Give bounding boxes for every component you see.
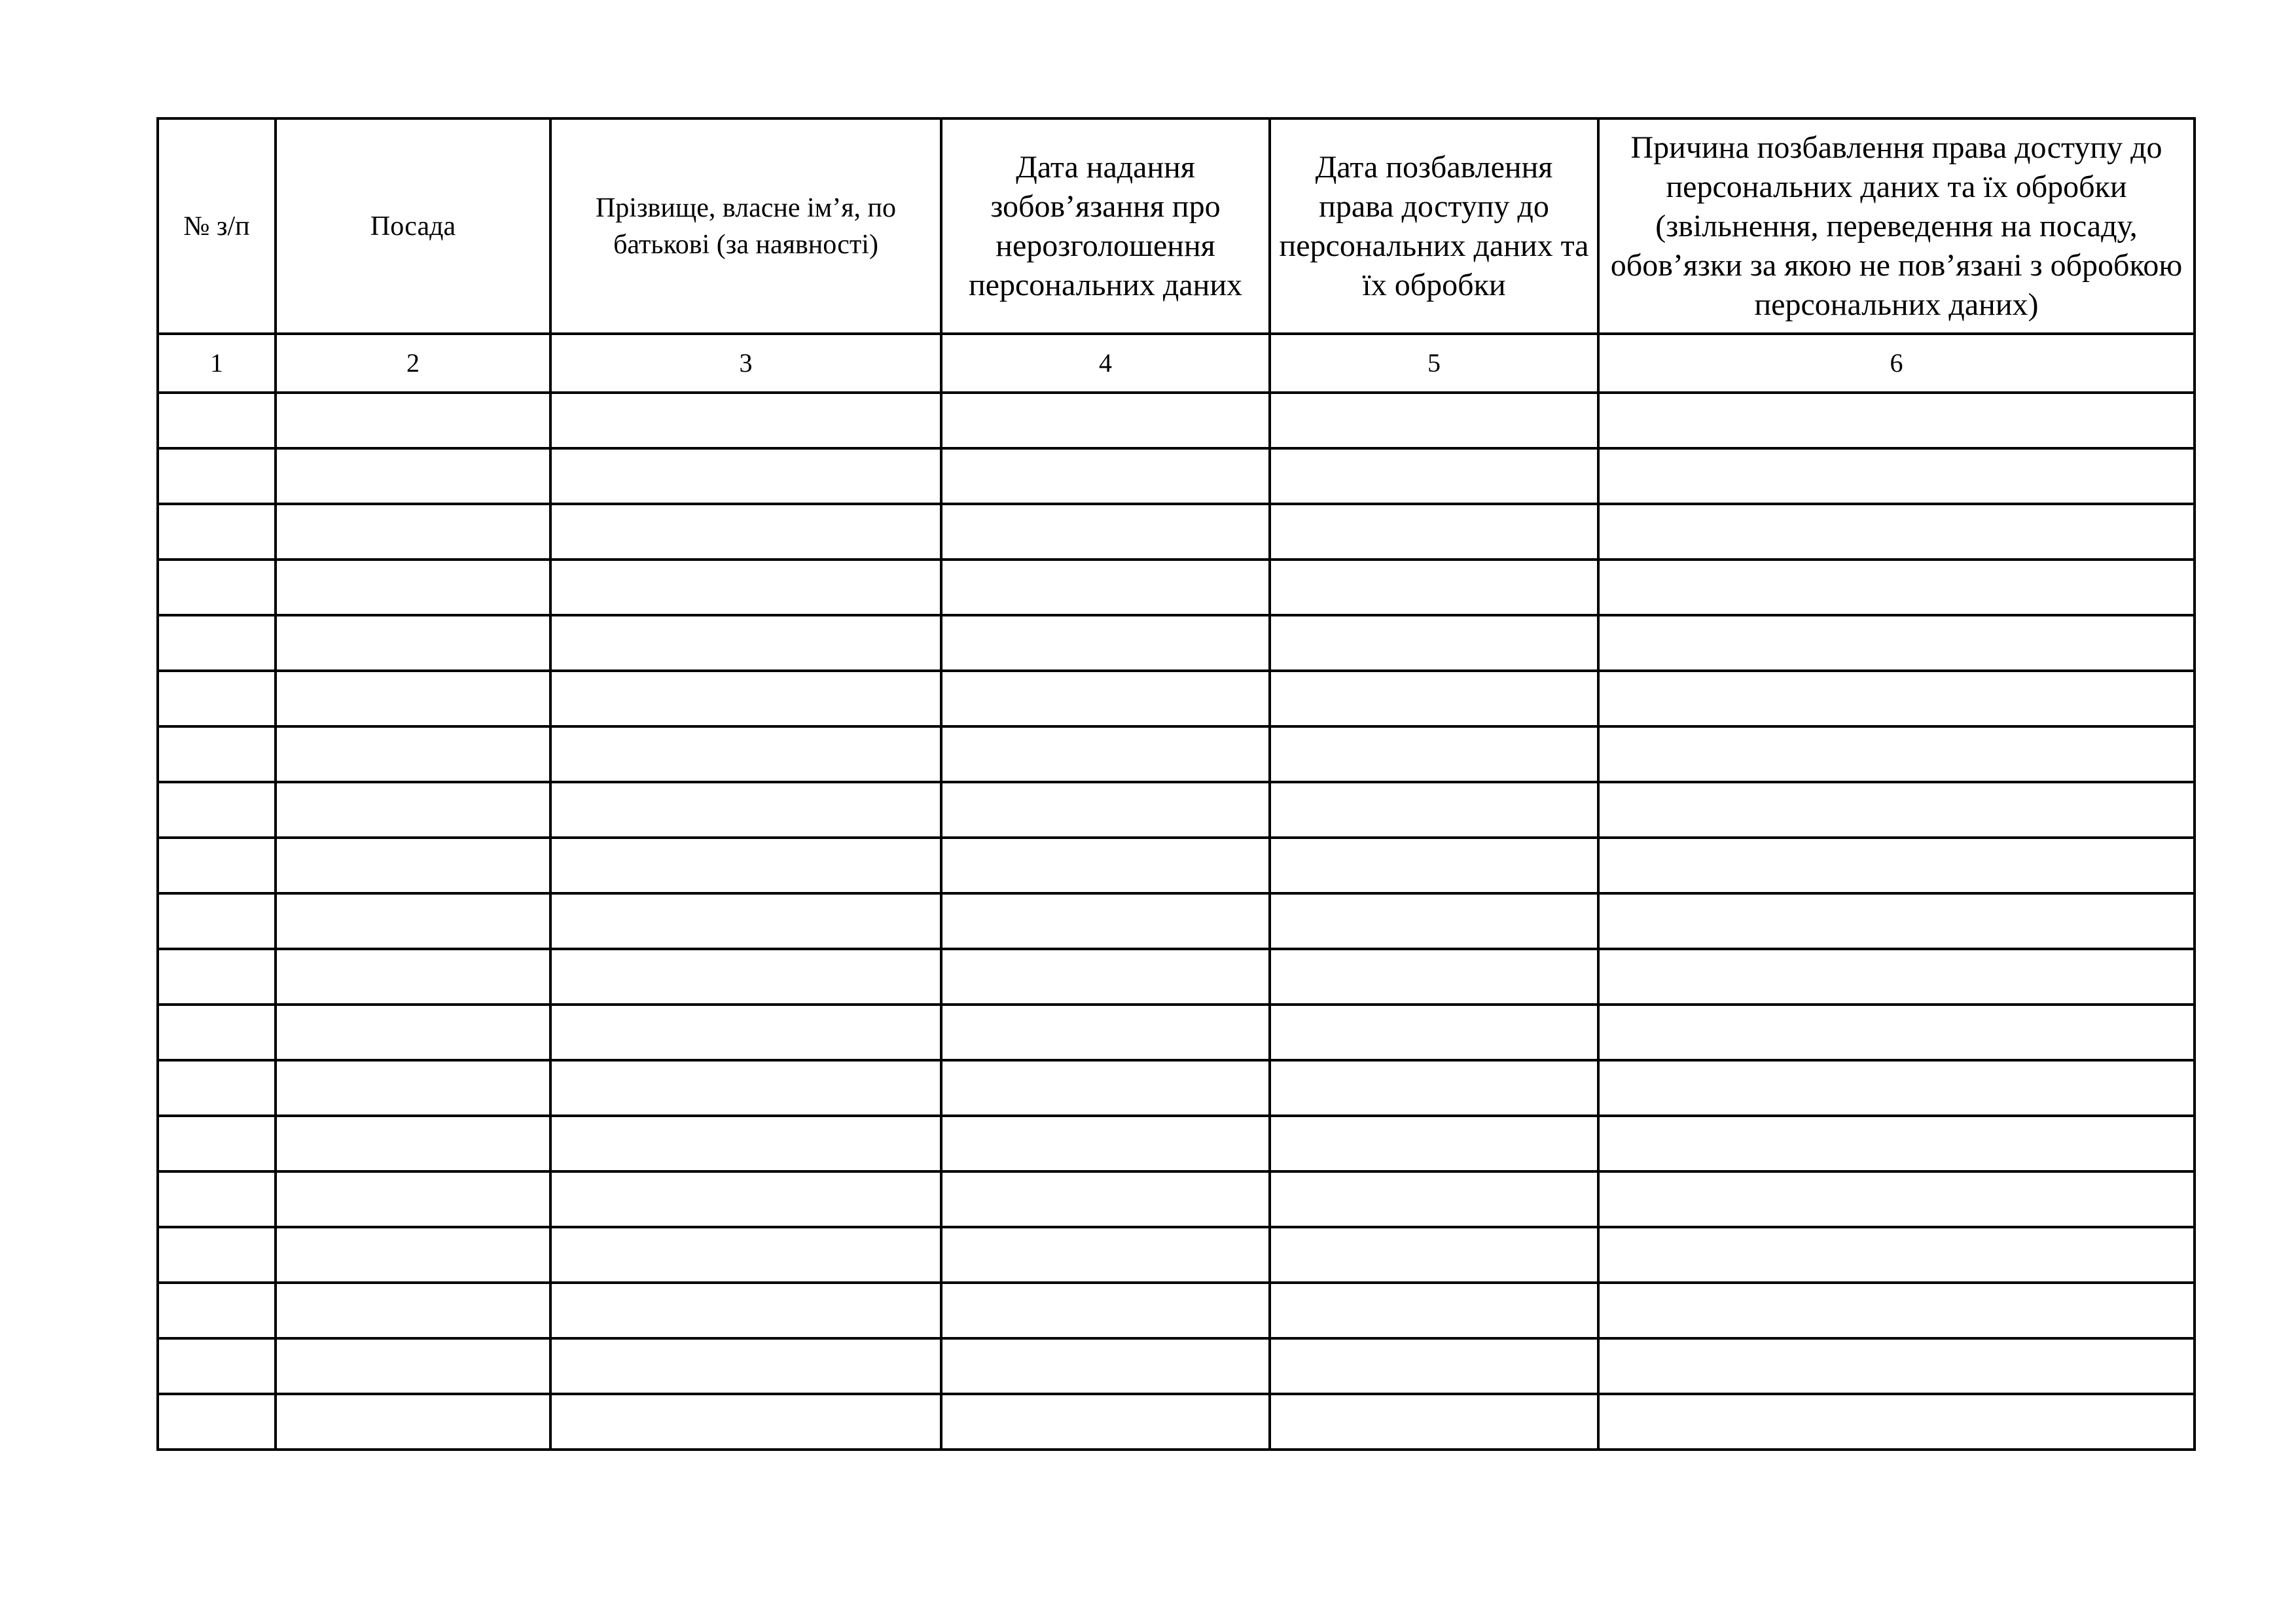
table-cell <box>941 1171 1270 1227</box>
table-cell <box>1270 726 1598 782</box>
table-cell <box>276 1394 550 1450</box>
table-cell <box>158 949 276 1005</box>
table-cell <box>941 1060 1270 1116</box>
table-cell <box>941 1394 1270 1450</box>
table-cell <box>158 560 276 615</box>
table-cell <box>941 1116 1270 1171</box>
table-cell <box>941 560 1270 615</box>
table-cell <box>550 949 941 1005</box>
table-row <box>158 560 2195 615</box>
header-nda-date: Дата надання зобов’язання про нерозголошення персональних даних <box>941 118 1270 334</box>
table-cell <box>550 1060 941 1116</box>
column-number: 2 <box>276 334 550 393</box>
table-cell <box>158 1338 276 1394</box>
table-cell <box>550 1171 941 1227</box>
column-number: 3 <box>550 334 941 393</box>
table-cell <box>158 838 276 893</box>
table-cell <box>1270 1171 1598 1227</box>
table-cell <box>276 782 550 838</box>
table-cell <box>1598 949 2195 1005</box>
table-cell <box>276 1060 550 1116</box>
table-cell <box>550 893 941 949</box>
header-revocation-reason: Причина позбавлення права доступу до персональних даних та їх обробки (звільнення, переведення на посаду, обов’язки за якою не пов’язані з обробкою персональних даних) <box>1598 118 2195 334</box>
table-cell <box>276 726 550 782</box>
table-cell <box>276 615 550 671</box>
table-cell <box>1598 671 2195 726</box>
table-cell <box>550 1005 941 1060</box>
column-number: 1 <box>158 334 276 393</box>
table-cell <box>1270 1394 1598 1450</box>
table-cell <box>941 782 1270 838</box>
table-cell <box>1598 1394 2195 1450</box>
table-cell <box>276 671 550 726</box>
table-cell <box>158 726 276 782</box>
table-cell <box>941 671 1270 726</box>
access-register-table <box>156 117 2196 1451</box>
table-row <box>158 504 2195 560</box>
table-cell <box>1598 893 2195 949</box>
table-row <box>158 1394 2195 1450</box>
table-row <box>158 782 2195 838</box>
table-cell <box>1270 615 1598 671</box>
table-cell <box>550 504 941 560</box>
column-number: 4 <box>941 334 1270 393</box>
table-cell <box>1270 393 1598 448</box>
table-cell <box>276 1116 550 1171</box>
table-cell <box>276 949 550 1005</box>
column-number: 6 <box>1598 334 2195 393</box>
table-cell <box>941 726 1270 782</box>
header-full-name: Прізвище, власне ім’я, по батькові (за наявності) <box>550 118 941 334</box>
table-cell <box>276 448 550 504</box>
table-cell <box>276 393 550 448</box>
table-cell <box>1598 393 2195 448</box>
table-cell <box>1598 1060 2195 1116</box>
table-cell <box>276 1227 550 1283</box>
table-row <box>158 615 2195 671</box>
header-position: Посада <box>276 118 550 334</box>
column-number-row <box>158 334 2195 393</box>
table-cell <box>1270 1116 1598 1171</box>
table-row <box>158 671 2195 726</box>
table-cell <box>1598 1005 2195 1060</box>
table-cell <box>276 560 550 615</box>
table-cell <box>941 1283 1270 1338</box>
table-row <box>158 949 2195 1005</box>
table-cell <box>550 393 941 448</box>
table-cell <box>158 893 276 949</box>
table-row <box>158 1005 2195 1060</box>
header-revocation-date: Дата позбавлення права доступу до персональних даних та їх обробки <box>1270 118 1598 334</box>
table-row <box>158 448 2195 504</box>
table-cell <box>158 1227 276 1283</box>
table-cell <box>276 1338 550 1394</box>
table-row <box>158 1116 2195 1171</box>
table-cell <box>550 1283 941 1338</box>
table-cell <box>941 1005 1270 1060</box>
table-cell <box>1270 671 1598 726</box>
table-cell <box>1270 1005 1598 1060</box>
table-cell <box>550 671 941 726</box>
table-cell <box>1270 893 1598 949</box>
table-cell <box>941 838 1270 893</box>
table-cell <box>1270 448 1598 504</box>
table-row <box>158 1338 2195 1394</box>
table-cell <box>158 1005 276 1060</box>
table-cell <box>158 1283 276 1338</box>
table-cell <box>1598 1338 2195 1394</box>
table-cell <box>1270 1338 1598 1394</box>
table-cell <box>550 560 941 615</box>
table-cell <box>1598 615 2195 671</box>
table-row <box>158 393 2195 448</box>
table-cell <box>550 726 941 782</box>
table-cell <box>276 893 550 949</box>
table-cell <box>276 504 550 560</box>
table-cell <box>158 1394 276 1450</box>
table-cell <box>941 1227 1270 1283</box>
table-cell <box>941 504 1270 560</box>
table-cell <box>158 1060 276 1116</box>
table-cell <box>1270 1060 1598 1116</box>
table-cell <box>550 615 941 671</box>
table-cell <box>1598 1171 2195 1227</box>
table-cell <box>276 1005 550 1060</box>
column-number: 5 <box>1270 334 1598 393</box>
table-cell <box>1270 1227 1598 1283</box>
table-cell <box>158 504 276 560</box>
table-cell <box>1598 726 2195 782</box>
table-cell <box>941 615 1270 671</box>
table-cell <box>1270 782 1598 838</box>
table-cell <box>1598 1227 2195 1283</box>
table-cell <box>276 1283 550 1338</box>
table-cell <box>550 448 941 504</box>
table-cell <box>158 782 276 838</box>
table-cell <box>550 838 941 893</box>
table-row <box>158 1227 2195 1283</box>
table-row <box>158 1171 2195 1227</box>
table-cell <box>550 1338 941 1394</box>
table-cell <box>1270 838 1598 893</box>
table-header-row <box>158 118 2195 334</box>
table-cell <box>941 448 1270 504</box>
table-cell <box>1598 448 2195 504</box>
table-row <box>158 1060 2195 1116</box>
table-cell <box>941 949 1270 1005</box>
table-cell <box>276 838 550 893</box>
table-cell <box>941 1338 1270 1394</box>
table-cell <box>158 1171 276 1227</box>
table-cell <box>1270 949 1598 1005</box>
table-cell <box>1270 504 1598 560</box>
table-cell <box>1598 504 2195 560</box>
table-cell <box>276 1171 550 1227</box>
table-cell <box>941 393 1270 448</box>
header-number: № з/п <box>158 118 276 334</box>
table-cell <box>1598 838 2195 893</box>
table-cell <box>550 1394 941 1450</box>
table-cell <box>550 1116 941 1171</box>
table-cell <box>158 615 276 671</box>
table-row <box>158 893 2195 949</box>
table-cell <box>158 393 276 448</box>
table-cell <box>1270 1283 1598 1338</box>
table-cell <box>1598 1283 2195 1338</box>
table-body <box>158 393 2195 1450</box>
table-cell <box>158 448 276 504</box>
table-cell <box>550 782 941 838</box>
table-cell <box>1598 1116 2195 1171</box>
table-cell <box>941 893 1270 949</box>
table-row <box>158 838 2195 893</box>
table-cell <box>158 1116 276 1171</box>
table-cell <box>1598 782 2195 838</box>
table-cell <box>1270 560 1598 615</box>
table-row <box>158 726 2195 782</box>
table-row <box>158 1283 2195 1338</box>
table-cell <box>550 1227 941 1283</box>
table-cell <box>1598 560 2195 615</box>
table-cell <box>158 671 276 726</box>
